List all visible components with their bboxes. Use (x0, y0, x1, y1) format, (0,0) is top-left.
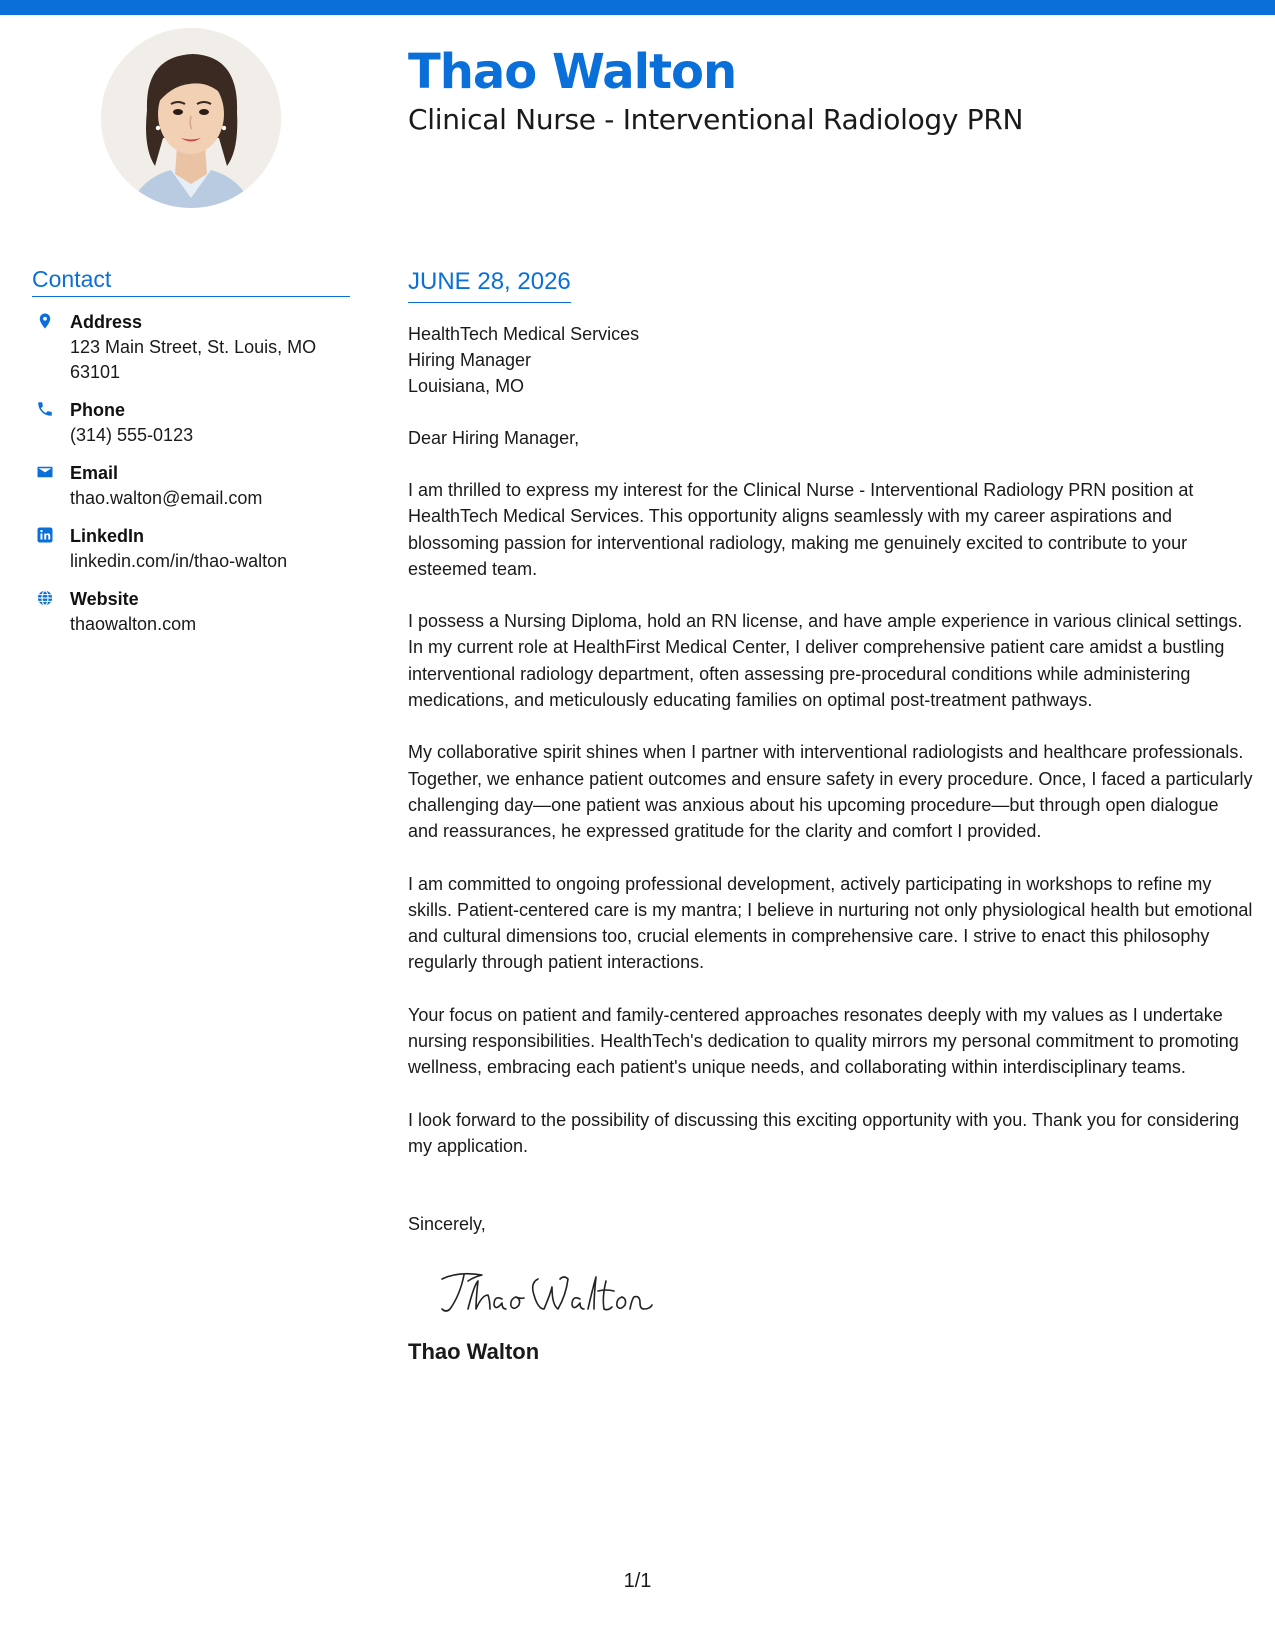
website-value[interactable]: thaowalton.com (70, 614, 197, 634)
email-value[interactable]: thao.walton@email.com (70, 488, 263, 508)
contact-label: Website (70, 589, 139, 609)
contact-heading: Contact (32, 266, 350, 297)
paragraph: My collaborative spirit shines when I partner with interventional radiologists and healthcare professionals. Together, we enhance patient outcomes and ensure safety in every procedure. Once, I faced a particularly challenging day—one patient was anxious about his upcoming procedure—but through open dialogue and reassurances, he expressed gratitude for the clarity and comfort I provided. (408, 742, 1253, 842)
contact-label: Phone (70, 400, 126, 420)
profile-photo (101, 28, 281, 208)
paragraph: I am thrilled to express my interest for the Clinical Nurse - Interventional Radiology PRN position at HealthTech Medical Services. This opportunity aligns seamlessly with my career aspirations and blossoming passion for interventional radiology, making me genuinely excited to contribute to your esteemed team. (408, 480, 1194, 579)
paragraph: Your focus on patient and family-centered approaches resonates deeply with my values as I undertake nursing responsibilities. HealthTech's dedication to quality mirrors my personal commitment to promoting wellness, embracing each patient's unique needs, and collaborating within interdisciplinary teams. (408, 1004, 1239, 1078)
contact-item-phone (32, 398, 350, 448)
letter-date: JUNE 28, 2026 (408, 268, 571, 303)
contact-item-website (32, 587, 350, 637)
phone-value[interactable]: (314) 555-0123 (70, 425, 194, 445)
signed-name: Thao Walton (408, 1339, 540, 1365)
top-accent-bar (0, 0, 1275, 15)
contact-label: Address (70, 312, 143, 332)
globe-icon (32, 587, 70, 607)
page-number: 1/1 (623, 1570, 652, 1592)
recipient-location: Louisiana, MO (408, 376, 525, 396)
contact-item-email (32, 461, 350, 511)
salutation: Dear Hiring Manager, (408, 428, 580, 448)
envelope-icon (32, 461, 70, 481)
letter-body (408, 268, 1253, 1365)
address-value: 123 Main Street, St. Louis, MO 63101 (70, 337, 317, 382)
linkedin-icon (32, 524, 70, 544)
recipient-company: HealthTech Medical Services (408, 324, 640, 344)
closing: Sincerely, (408, 1214, 486, 1235)
recipient-role: Hiring Manager (408, 350, 532, 370)
paragraph: I look forward to the possibility of discussing this exciting opportunity with you. Thank you for considering my application. (408, 1109, 1240, 1156)
paragraph: I possess a Nursing Diploma, hold an RN license, and have ample experience in various clinical settings. In my current role at HealthFirst Medical Center, I deliver comprehensive patient care amidst a bustling interventional radiology department, often assessing pre-procedural conditions while administering medications, and meticulously educating families on optimal post-treatment pathways. (408, 611, 1243, 711)
linkedin-value[interactable]: linkedin.com/in/thao-walton (70, 551, 288, 571)
location-pin-icon (32, 310, 70, 330)
phone-icon (32, 398, 70, 418)
contact-item-linkedin (32, 524, 350, 574)
paragraph: I am committed to ongoing professional development, actively participating in workshops to refine my skills. Patient-centered care is my mantra; I believe in nurturing not only physiological health but emotional and cultural dimensions too, crucial elements in comprehensive care. I strive to enact this philosophy regularly through patient interactions. (408, 873, 1253, 973)
contact-label: LinkedIn (70, 526, 145, 546)
recipient-block (408, 321, 1253, 399)
handwritten-signature (438, 1265, 1253, 1321)
contact-item-address (32, 310, 350, 385)
job-title: Clinical Nurse - Interventional Radiology PRN (408, 103, 1024, 136)
contact-label: Email (70, 463, 119, 483)
applicant-name: Thao Walton (408, 44, 737, 100)
profile-portrait-image (101, 28, 281, 208)
contact-sidebar (32, 266, 350, 650)
